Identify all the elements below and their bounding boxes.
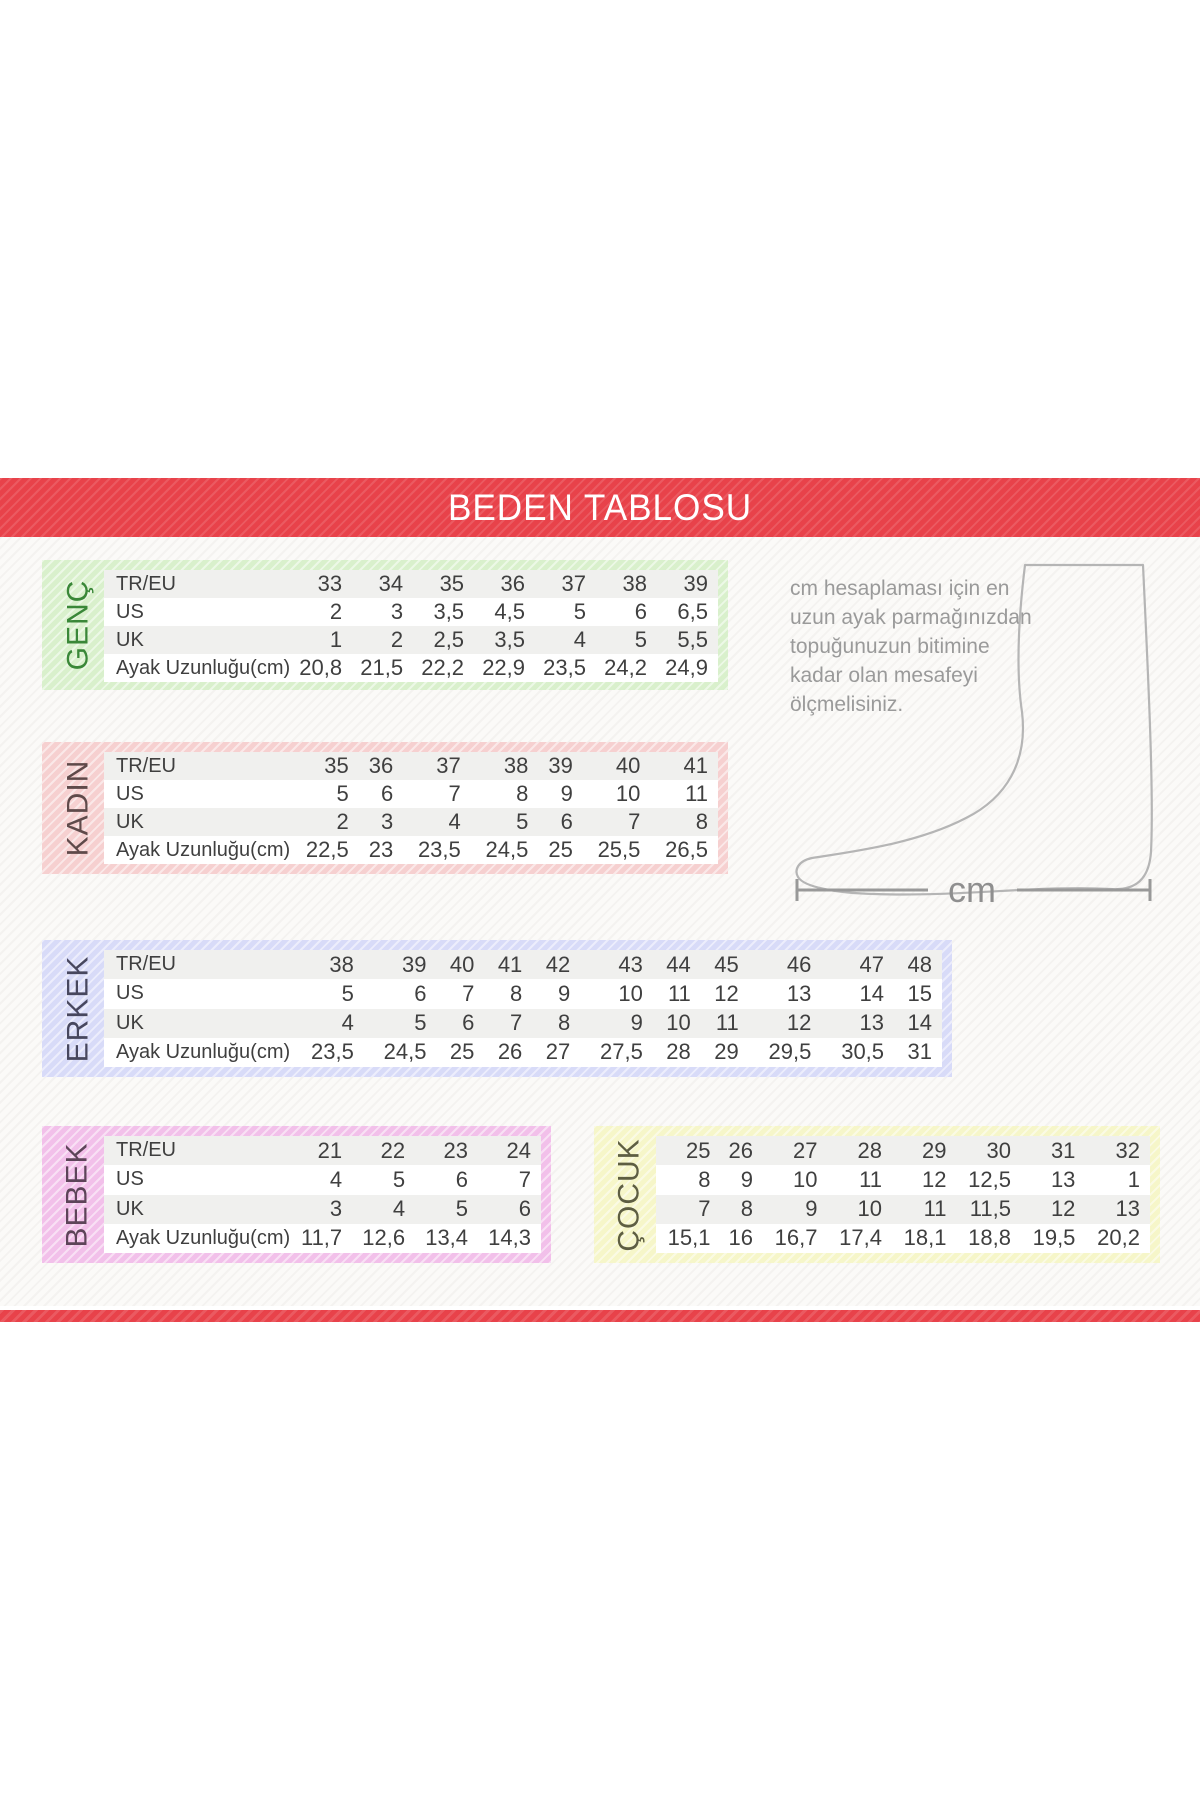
size-value: 15	[907, 980, 932, 1006]
size-value: 4,5	[494, 599, 526, 624]
size-value: 7	[462, 980, 475, 1006]
size-table-label-column	[52, 950, 104, 1067]
size-value: 10	[793, 1166, 818, 1192]
size-table-label-column	[604, 1136, 656, 1253]
size-value: 6	[455, 1166, 469, 1192]
size-value: 11	[685, 781, 708, 806]
note-line: cm hesaplaması için en	[790, 577, 1010, 600]
cm-unit-label: cm	[948, 869, 996, 910]
size-value: 25	[686, 1137, 711, 1163]
size-value: 29	[714, 1039, 739, 1065]
size-value: 4	[329, 1166, 343, 1192]
size-table-title: ÇOCUK	[613, 1137, 646, 1252]
table-row	[104, 1165, 541, 1194]
size-value: 10	[857, 1196, 882, 1222]
size-value: 35	[439, 571, 465, 596]
size-value: 3,5	[494, 627, 526, 652]
size-value: 39	[683, 571, 708, 596]
size-value: 3	[390, 599, 404, 624]
size-value: 10	[615, 781, 641, 806]
size-table-title: GENÇ	[61, 579, 94, 671]
size-value: 42	[545, 951, 571, 977]
size-value: 27	[793, 1137, 818, 1163]
size-value: 9	[740, 1166, 753, 1192]
size-value: 45	[714, 951, 739, 977]
table-row	[104, 950, 942, 979]
size-value: 23	[368, 837, 394, 862]
size-value: 21	[317, 1137, 343, 1163]
size-value: 34	[378, 571, 404, 596]
row-label: US	[116, 1168, 144, 1191]
table-row	[104, 1136, 541, 1165]
row-label: Ayak Uzunluğu(cm)	[116, 656, 291, 679]
size-value: 11	[667, 980, 691, 1006]
size-value: 14	[907, 1010, 932, 1036]
size-value: 23,5	[543, 655, 586, 680]
note-line: uzun ayak parmağınızdan	[790, 606, 1032, 629]
size-value: 24,9	[665, 655, 708, 680]
size-value: 36	[500, 571, 526, 596]
size-value: 3,5	[433, 599, 465, 624]
size-table-kadin	[42, 742, 728, 874]
size-value: 22,5	[305, 837, 349, 862]
size-value: 39	[402, 951, 427, 977]
row-label: US	[116, 982, 144, 1005]
size-value: 19,5	[1032, 1225, 1076, 1251]
size-value: 31	[1050, 1137, 1076, 1163]
row-label: US	[116, 782, 144, 805]
foot-outline-path	[797, 565, 1152, 894]
table-row	[656, 1165, 1150, 1194]
size-value: 9	[560, 781, 573, 806]
size-value: 11,5	[969, 1196, 1011, 1222]
size-value: 29,5	[768, 1039, 812, 1065]
size-table-genc	[42, 560, 728, 690]
size-value: 23	[443, 1137, 469, 1163]
size-value: 24	[506, 1137, 531, 1163]
size-value: 24,5	[485, 837, 529, 862]
size-value: 26,5	[665, 837, 708, 862]
row-label: UK	[116, 1011, 144, 1034]
table-row	[104, 1038, 942, 1067]
size-value: 10	[666, 1010, 691, 1036]
row-label: UK	[116, 810, 144, 833]
table-row	[104, 1224, 541, 1253]
size-value: 14,3	[488, 1225, 531, 1251]
size-value: 6	[634, 599, 647, 624]
size-value: 28	[666, 1039, 691, 1065]
size-value: 26	[497, 1039, 523, 1065]
size-value: 11	[715, 1010, 739, 1036]
size-value: 26	[728, 1137, 753, 1163]
size-value: 39	[548, 753, 573, 778]
table-row	[104, 570, 718, 598]
note-line: kadar olan mesafeyi	[790, 664, 978, 687]
header-banner	[0, 478, 1200, 537]
size-value: 24,2	[604, 655, 647, 680]
size-value: 4	[448, 809, 461, 834]
size-value: 4	[341, 1010, 354, 1036]
size-value: 33	[317, 571, 343, 596]
note-line: ölçmelisiniz.	[790, 693, 904, 716]
size-value: 2	[390, 627, 404, 652]
size-value: 9	[805, 1196, 818, 1222]
size-value: 4	[573, 627, 586, 652]
size-value: 21,5	[360, 655, 404, 680]
size-grid	[104, 1136, 541, 1253]
size-value: 6,5	[677, 599, 708, 624]
size-value: 47	[859, 951, 885, 977]
size-value: 10	[618, 980, 643, 1006]
size-table-label-column	[52, 570, 104, 680]
size-table-title: ERKEK	[61, 955, 94, 1062]
size-value: 44	[666, 951, 691, 977]
size-value: 16	[728, 1225, 753, 1251]
size-value: 7	[628, 809, 641, 834]
size-value: 22	[380, 1137, 406, 1163]
row-label: TR/EU	[116, 572, 176, 595]
table-row	[104, 1195, 541, 1224]
table-row	[104, 1009, 942, 1038]
size-value: 38	[622, 571, 647, 596]
size-value: 27	[545, 1039, 571, 1065]
size-value: 46	[786, 951, 812, 977]
size-value: 30	[986, 1137, 1011, 1163]
size-value: 5	[414, 1010, 427, 1036]
table-row	[104, 654, 718, 682]
table-row	[656, 1136, 1150, 1165]
size-value: 35	[324, 753, 349, 778]
table-row	[104, 979, 942, 1008]
page-title: BEDEN TABLOSU	[447, 486, 753, 528]
size-value: 5	[392, 1166, 406, 1192]
size-value: 11	[923, 1196, 947, 1222]
size-value: 25,5	[597, 837, 641, 862]
size-value: 2	[336, 809, 349, 834]
size-value: 12,5	[968, 1166, 1011, 1192]
size-value: 48	[907, 951, 932, 977]
size-grid	[104, 570, 718, 682]
size-value: 40	[449, 951, 475, 977]
row-label: UK	[116, 1197, 144, 1220]
size-value: 22,2	[421, 655, 465, 680]
table-row	[104, 836, 718, 864]
size-value: 11,7	[300, 1225, 343, 1251]
size-value: 1	[329, 627, 343, 652]
size-value: 13	[1115, 1196, 1140, 1222]
size-value: 43	[618, 951, 643, 977]
size-value: 12,6	[362, 1225, 406, 1251]
size-value: 38	[329, 951, 354, 977]
size-value: 18,1	[903, 1225, 947, 1251]
row-label: Ayak Uzunluğu(cm)	[116, 1226, 291, 1249]
table-row	[104, 752, 718, 780]
bottom-red-strip	[0, 1310, 1200, 1322]
size-value: 13,4	[425, 1225, 469, 1251]
size-value: 6	[518, 1196, 531, 1222]
size-value: 11	[859, 1166, 882, 1192]
table-row	[104, 808, 718, 836]
size-value: 30,5	[841, 1039, 885, 1065]
size-value: 7	[510, 1010, 523, 1036]
table-row	[104, 780, 718, 808]
size-value: 12	[1050, 1196, 1076, 1222]
size-value: 15,1	[667, 1225, 711, 1251]
size-value: 20,2	[1097, 1225, 1140, 1251]
size-value: 5	[455, 1196, 469, 1222]
size-value: 38	[503, 753, 529, 778]
size-value: 5	[341, 980, 354, 1006]
table-row	[656, 1195, 1150, 1224]
size-value: 13	[786, 980, 812, 1006]
size-value: 3	[329, 1196, 343, 1222]
size-value: 1	[1127, 1166, 1140, 1192]
size-value: 40	[615, 753, 641, 778]
size-value: 6	[560, 809, 573, 834]
size-value: 8	[557, 1010, 571, 1036]
size-table-bebek	[42, 1126, 551, 1263]
size-value: 25	[449, 1039, 475, 1065]
size-table-label-column	[52, 752, 104, 864]
size-table-title: KADIN	[61, 759, 94, 857]
size-value: 7	[448, 781, 461, 806]
size-grid	[104, 752, 718, 864]
size-value: 41	[497, 951, 523, 977]
size-value: 7	[518, 1166, 531, 1192]
row-label: TR/EU	[116, 953, 176, 976]
size-value: 17,4	[839, 1225, 882, 1251]
size-grid	[656, 1136, 1150, 1253]
note-line: topuğunuzun bitimine	[790, 635, 990, 658]
size-value: 8	[698, 1166, 711, 1192]
table-row	[104, 626, 718, 654]
size-value: 3	[380, 809, 394, 834]
row-label: Ayak Uzunluğu(cm)	[116, 838, 291, 861]
size-value: 20,8	[299, 655, 343, 680]
size-value: 5	[573, 599, 586, 624]
size-grid	[104, 950, 942, 1067]
foot-outline-illustration	[780, 552, 1170, 912]
row-label: US	[116, 600, 144, 623]
row-label: Ayak Uzunluğu(cm)	[116, 1040, 291, 1063]
size-table-cocuk	[594, 1126, 1160, 1263]
table-row	[104, 598, 718, 626]
size-value: 5	[336, 781, 349, 806]
size-value: 24,5	[383, 1039, 427, 1065]
size-value: 27,5	[600, 1039, 643, 1065]
size-value: 9	[630, 1010, 643, 1036]
size-value: 29	[921, 1137, 947, 1163]
size-value: 12	[921, 1166, 947, 1192]
table-row	[656, 1224, 1150, 1253]
size-value: 32	[1115, 1137, 1140, 1163]
size-value: 23,5	[417, 837, 461, 862]
size-table-label-column	[52, 1136, 104, 1253]
size-value: 37	[561, 571, 586, 596]
size-value: 8	[695, 809, 708, 834]
size-value: 18,8	[968, 1225, 1011, 1251]
row-label: TR/EU	[116, 754, 176, 777]
size-value: 25	[548, 837, 573, 862]
size-value: 6	[462, 1010, 475, 1036]
size-table-title: BEBEK	[61, 1141, 94, 1248]
size-value: 8	[740, 1196, 753, 1222]
size-value: 37	[436, 753, 461, 778]
size-value: 8	[516, 781, 529, 806]
size-value: 6	[414, 980, 427, 1006]
size-table-erkek	[42, 940, 952, 1077]
size-value: 12	[786, 1010, 812, 1036]
size-value: 12	[714, 980, 739, 1006]
size-value: 5,5	[677, 627, 708, 652]
size-value: 8	[510, 980, 523, 1006]
size-value: 4	[392, 1196, 406, 1222]
size-value: 13	[859, 1010, 885, 1036]
size-value: 2,5	[433, 627, 465, 652]
size-value: 9	[557, 980, 571, 1006]
size-value: 36	[368, 753, 394, 778]
size-value: 23,5	[310, 1039, 354, 1065]
size-value: 7	[698, 1196, 711, 1222]
size-value: 28	[857, 1137, 882, 1163]
size-value: 6	[380, 781, 394, 806]
size-value: 2	[329, 599, 343, 624]
size-value: 31	[907, 1039, 932, 1065]
row-label: TR/EU	[116, 1139, 176, 1162]
size-value: 14	[859, 980, 885, 1006]
size-value: 16,7	[774, 1225, 818, 1251]
size-value: 13	[1050, 1166, 1076, 1192]
size-value: 41	[683, 753, 708, 778]
size-value: 5	[634, 627, 647, 652]
row-label: UK	[116, 628, 144, 651]
size-value: 22,9	[482, 655, 526, 680]
size-value: 5	[516, 809, 529, 834]
